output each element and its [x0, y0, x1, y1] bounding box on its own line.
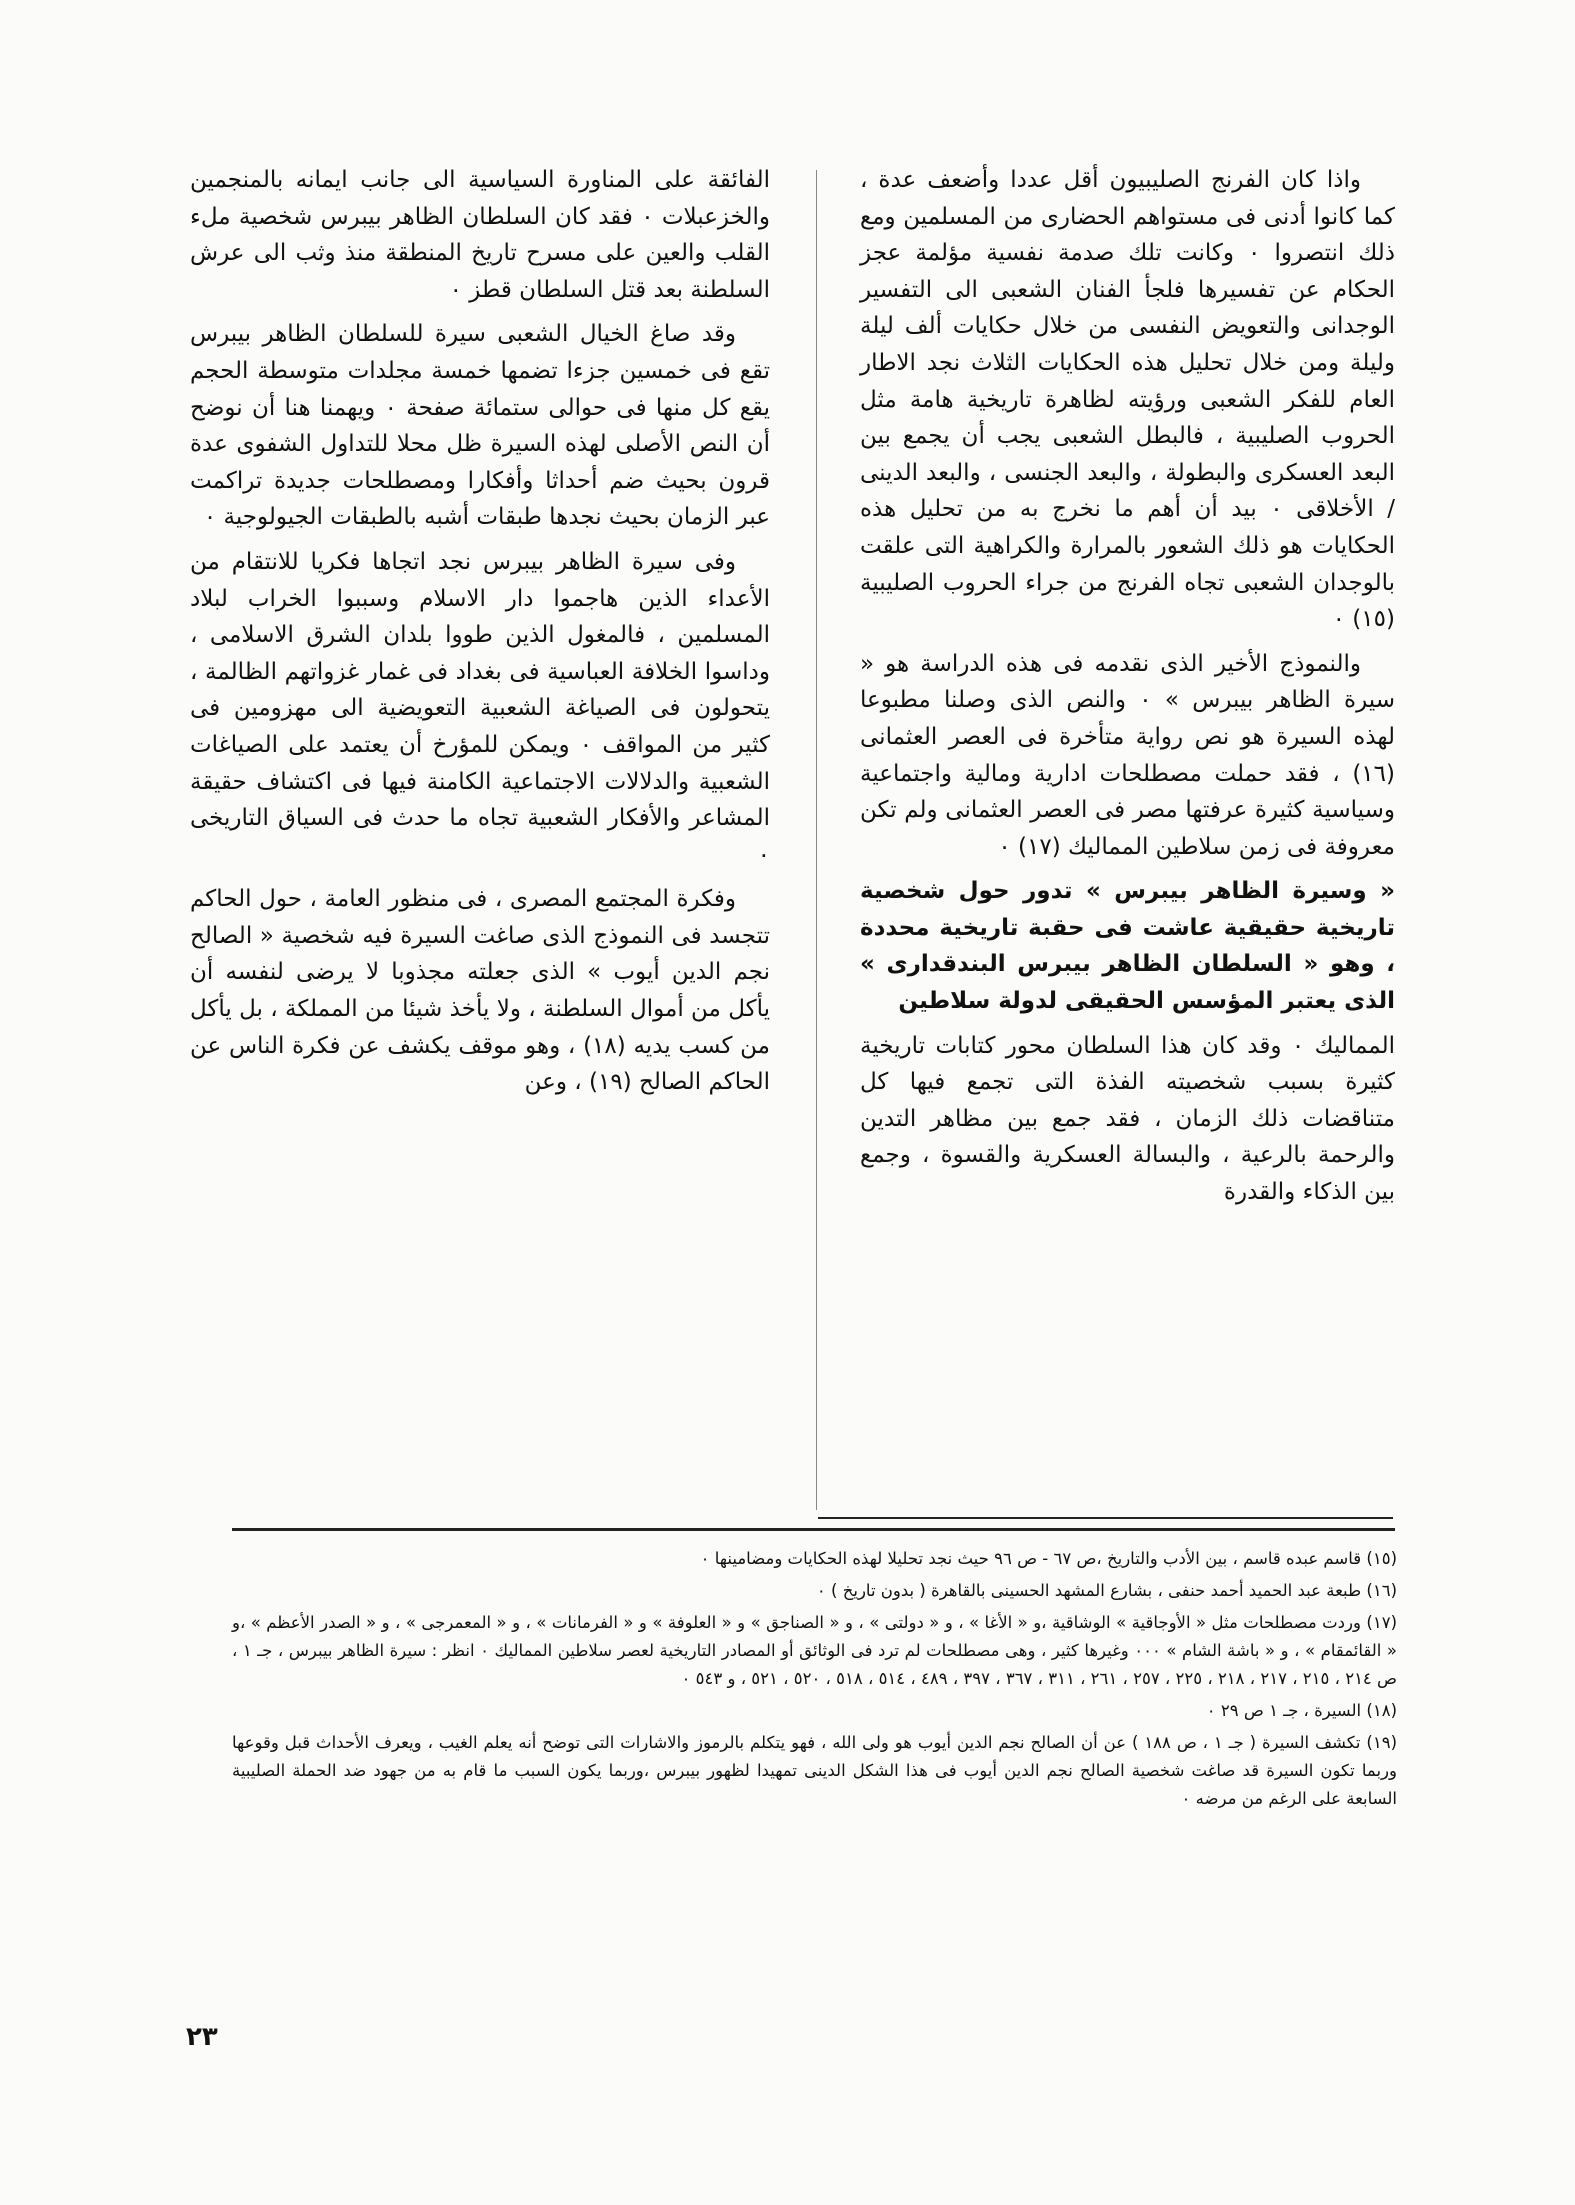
paragraph: الفائقة على المناورة السياسية الى جانب ايمانه بالمنجمين والخزعبلات ٠ فقد كان السلطان الظاهر بيبرس شخصية ملء القلب والعين على مسرح تاريخ المنطقة منذ وثب الى عرش السلطنة بعد قتل السلطان قطز ٠	[190, 167, 770, 303]
page-number: ٢٣	[186, 2022, 218, 2052]
footnote-15: (١٥) قاسم عبده قاسم ، بين الأدب والتاريخ ،ص ٦٧ - ص ٩٦ حيث نجد تحليلا لهذه الحكايات ومضامينها ٠	[700, 1549, 1397, 1568]
footnotes	[232, 1545, 1397, 1817]
bold-paragraph: « وسيرة الظاهر بيبرس » تدور حول شخصية تاريخية حقيقية عاشت فى حقبة تاريخية محددة ، وهو « السلطان الظاهر بيبرس البندقدارى » الذى يعتبر المؤسس الحقيقى لدولة سلاطين	[860, 878, 1395, 1015]
footnote-17: (١٧) وردت مصطلحات مثل « الأوجاقية » الوشاقية ،و « الأغا » ، و « دولتى » ، و « الصناجق » و « العلوفة » و « الفرمانات » ، و « المعمرجى » ، و « الصدر الأعظم » ،و « القائمقام » ، و « باشة الشام » ٠٠٠ وغيرها كثير ، وهى مصطلحات لم ترد فى الوثائق أو المصادر التاريخية لعصر سلاطين المماليك ٠ انظر : سيرة الظاهر بيبرس ، جـ ١ ، ص ٢١٤ ، ٢١٥ ، ٢١٧ ، ٢١٨ ، ٢٢٥ ، ٢٥٧ ، ٢٦١ ، ٣١١ ، ٣٦٧ ، ٣٩٧ ، ٤٨٩ ، ٥١٤ ، ٥١٨ ، ٥٢٠ ، ٥٢١ ، و ٥٤٣ ٠	[232, 1613, 1397, 1688]
footnote-16: (١٦) طبعة عبد الحميد أحمد حنفى ، بشارع المشهد الحسينى بالقاهرة ( بدون تاريخ ) ٠	[816, 1581, 1397, 1600]
footnote-18: (١٨) السيرة ، جـ ١ ص ٢٩ ٠	[1206, 1701, 1397, 1720]
paragraph: والنموذج الأخير الذى نقدمه فى هذه الدراسة هو « سيرة الظاهر بيبرس » ٠ والنص الذى وصلنا مطبوعا لهذه السيرة هو نص رواية متأخرة فى العصر العثمانى (١٦) ، فقد حملت مصطلحات ادارية ومالية واجتماعية وسياسية كثيرة عرفتها مصر فى العصر العثمانى ولم تكن معروفة فى زمن سلاطين المماليك (١٧) ٠	[860, 650, 1395, 860]
column-divider	[816, 170, 817, 1510]
paragraph: واذا كان الفرنج الصليبيون أقل عددا وأضعف عدة ، كما كانوا أدنى فى مستواهم الحضارى من المسلمين ومع ذلك انتصروا ٠ وكانت تلك صدمة نفسية مؤلمة عجز الحكام عن تفسيرها فلجأ الفنان الشعبى الى التفسير الوجدانى والتعويض النفسى من خلال حكايات ألف ليلة وليلة ومن خلال تحليل هذه الحكايات الثلاث نجد الاطار العام للفكر الشعبى ورؤيته لظاهرة تاريخية هامة مثل الحروب الصليبية ، فالبطل الشعبى يجب أن يجمع بين البعد العسكرى والبطولة ، والبعد الجنسى ، والبعد الدينى / الأخلاقى ٠ بيد أن أهم ما نخرج به من تحليل هذه الحكايات هو ذلك الشعور بالمرارة والكراهية التى علقت بالوجدان الشعبى تجاه الفرنج من جراء الحروب الصليبية (١٥) ٠	[860, 167, 1395, 633]
right-text-column	[860, 162, 1395, 1219]
paragraph: وفى سيرة الظاهر بيبرس نجد اتجاها فكريا للانتقام من الأعداء الذين هاجموا دار الاسلام وسببوا الخراب لبلاد المسلمين ، فالمغول الذين طووا بلدان الشرق الاسلامى ، وداسوا الخلافة العباسية فى بغداد فى غمار غزواتهم الظالمة ، يتحولون فى الصياغة الشعبية التعويضية الى مهزومين فى كثير من المواقف ٠ ويمكن للمؤرخ أن يعتمد على الصياغات الشعبية والدلالات الاجتماعية الكامنة فيها فى اكتشاف حقيقة المشاعر والأفكار الشعبية تجاه ما حدث فى السياق التاريخى ٠	[190, 548, 770, 868]
footnote-rule	[232, 1528, 1395, 1531]
section-rule	[818, 1517, 1393, 1519]
paragraph: المماليك ٠ وقد كان هذا السلطان محور كتابات تاريخية كثيرة بسبب شخصيته الفذة التى تجمع فيها كل متناقضات ذلك الزمان ، فقد جمع بين مظاهر التدين والرحمة بالرعية ، والبسالة العسكرية والقسوة ، وجمع بين الذكاء والقدرة	[860, 1032, 1395, 1206]
footnote-19: (١٩) تكشف السيرة ( جـ ١ ، ص ١٨٨ ) عن أن الصالح نجم الدين أيوب هو ولى الله ، فهو يتكلم بالرموز والاشارات التى توضح أنه يعلم الغيب ، ويعرف الأحداث قبل وقوعها وربما تكون السيرة قد صاغت شخصية الصالح نجم الدين أيوب فى هذا الشكل الدينى تمهيدا لظهور بيبرس ،وربما يكون السبب ما قام به من جهود ضد الحملة الصليبية السابعة على الرغم من مرضه ٠	[232, 1733, 1397, 1808]
left-text-column	[190, 162, 770, 1109]
paragraph: وقد صاغ الخيال الشعبى سيرة للسلطان الظاهر بيبرس تقع فى خمسين جزءا تضمها خمسة مجلدات متوسطة الحجم يقع كل منها فى حوالى ستمائة صفحة ٠ ويهمنا هنا أن نوضح أن النص الأصلى لهذه السيرة ظل محلا للتداول الشفوى عدة قرون بحيث ضم أحداثا وأفكارا ومصطلحات جديدة تراكمت عبر الزمان بحيث نجدها طبقات أشبه بالطبقات الجيولوجية ٠	[190, 321, 770, 531]
paragraph: وفكرة المجتمع المصرى ، فى منظور العامة ، حول الحاكم تتجسد فى النموذج الذى صاغت السيرة فيه شخصية « الصالح نجم الدين أيوب » الذى جعلته مجذوبا لا يرضى لنفسه أن يأكل من أموال السلطنة ، ولا يأخذ شيئا من المملكة ، بل يأكل من كسب يديه (١٨) ، وهو موقف يكشف عن فكرة الناس عن الحاكم الصالح (١٩) ، وعن	[190, 886, 770, 1096]
